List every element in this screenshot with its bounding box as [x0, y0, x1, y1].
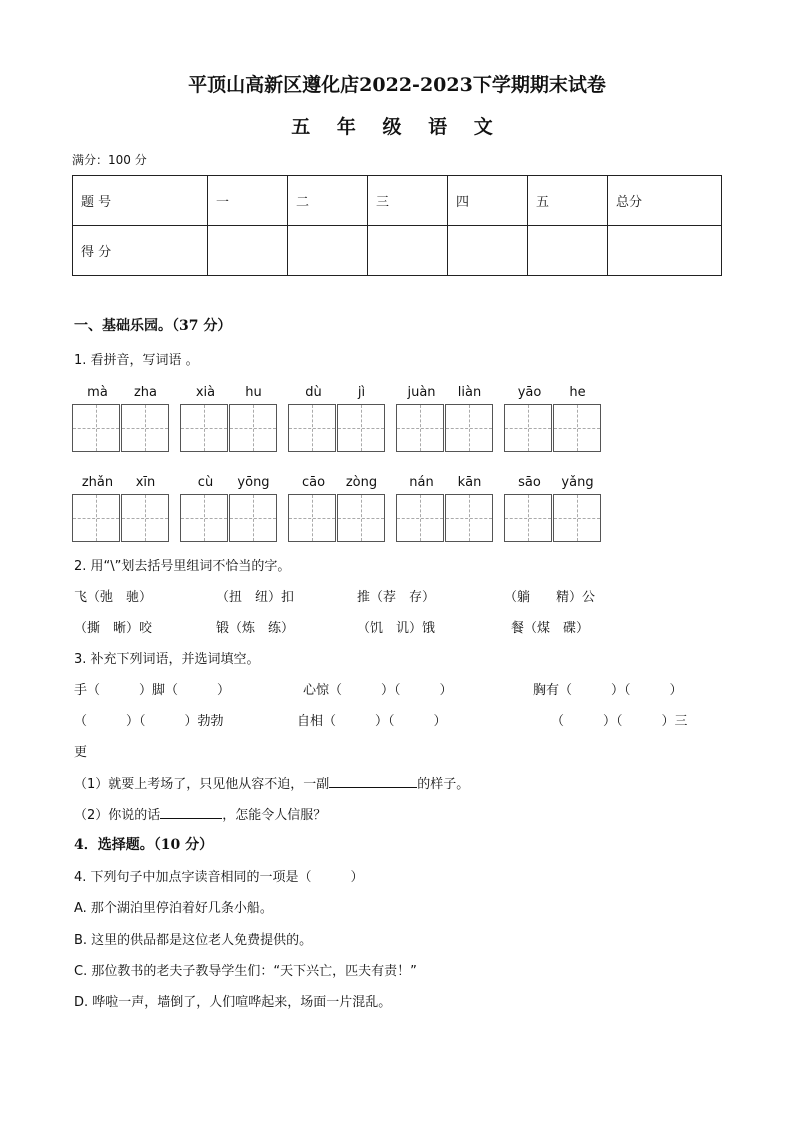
q3-idiom: （ ）（ ）三 — [551, 714, 688, 729]
writing-box[interactable] — [229, 404, 277, 452]
pinyin-label: dù — [305, 385, 322, 400]
score-cell[interactable] — [368, 226, 448, 276]
answer-blank[interactable] — [329, 775, 417, 788]
q2-item: （饥 讥）饿 — [357, 621, 436, 636]
q2-item: （扭 纽）扣 — [216, 590, 295, 605]
writing-box[interactable] — [121, 494, 169, 542]
writing-box[interactable] — [72, 404, 120, 452]
q3-fill-1-text: （1）就要上考场了，只见他从容不迫，一副 — [74, 777, 330, 792]
pinyin-label: zhǎn — [81, 475, 114, 490]
q3-idiom: 自相（ ）（ ） — [297, 714, 447, 729]
exam-title: 平顶山高新区遵化店2022-2023下学期期末试卷 — [188, 74, 606, 96]
pinyin-label: yǎng — [561, 475, 594, 490]
pinyin-label: nán — [409, 475, 434, 490]
score-cell[interactable] — [208, 226, 288, 276]
pinyin-label: kān — [457, 475, 482, 490]
q2-item: 飞（弛 驰） — [74, 590, 153, 605]
pinyin-label: cù — [197, 475, 214, 490]
q4-option-c[interactable]: C. 那位教书的老夫子教导学生们：“天下兴亡，匹夫有责！” — [74, 964, 417, 979]
q3-fill-2-text-end: ，怎能令人信服？ — [222, 808, 327, 823]
writing-box[interactable] — [553, 494, 601, 542]
score-cell[interactable] — [528, 226, 608, 276]
pinyin-label: juàn — [407, 385, 436, 400]
q3-fill-1 — [74, 773, 469, 792]
q3-fill-2-text: （2）你说的话 — [74, 808, 161, 823]
writing-box[interactable] — [445, 494, 493, 542]
writing-box[interactable] — [288, 404, 336, 452]
full-mark: 满分：100 分 — [72, 153, 147, 167]
writing-box[interactable] — [553, 404, 601, 452]
score-header-cell: 四 — [448, 176, 528, 226]
pinyin-label: zòng — [345, 475, 378, 490]
q2-item: 餐（煤 碟） — [511, 621, 590, 636]
q3-idiom: 心惊（ ）（ ） — [303, 683, 453, 698]
writing-box[interactable] — [504, 494, 552, 542]
score-header-cell: 五 — [528, 176, 608, 226]
q1-prompt: 1. 看拼音，写词语 。 — [74, 353, 199, 368]
score-table — [72, 175, 722, 276]
section-4-title: 4．选择题。（10 分） — [74, 837, 214, 853]
q3-idiom-wrap: 更 — [74, 745, 88, 760]
pinyin-label: xīn — [135, 475, 156, 490]
score-table-score-row — [73, 226, 722, 276]
pinyin-label: xià — [195, 385, 216, 400]
pinyin-label: he — [569, 385, 586, 400]
score-header-cell: 一 — [208, 176, 288, 226]
writing-box[interactable] — [121, 404, 169, 452]
writing-box[interactable] — [72, 494, 120, 542]
score-header-cell: 三 — [368, 176, 448, 226]
score-header-cell: 题 号 — [73, 176, 208, 226]
writing-box[interactable] — [180, 404, 228, 452]
pinyin-label: sāo — [518, 475, 541, 490]
score-header-cell: 二 — [288, 176, 368, 226]
score-table-header-row — [73, 176, 722, 226]
pinyin-label: mà — [87, 385, 108, 400]
writing-box[interactable] — [337, 404, 385, 452]
q2-item: 锻（炼 练） — [216, 621, 295, 636]
score-cell[interactable] — [448, 226, 528, 276]
pinyin-label: liàn — [457, 385, 482, 400]
q2-item: （躺 精）公 — [504, 590, 596, 605]
pinyin-label: hu — [245, 385, 262, 400]
pinyin-label: cāo — [301, 475, 326, 490]
q3-fill-2 — [74, 804, 326, 823]
writing-box[interactable] — [396, 494, 444, 542]
q3-idiom: 手（ ）脚（ ） — [74, 683, 231, 698]
pinyin-label: jì — [357, 385, 366, 400]
score-cell[interactable] — [608, 226, 722, 276]
score-header-cell: 总分 — [608, 176, 722, 226]
q2-item: （撕 晰）咬 — [74, 621, 153, 636]
score-row-label: 得 分 — [73, 226, 208, 276]
exam-subtitle: 五 年 级 语 文 — [291, 116, 503, 138]
q3-idiom: （ ）（ ）勃勃 — [74, 714, 224, 729]
writing-box[interactable] — [229, 494, 277, 542]
score-cell[interactable] — [288, 226, 368, 276]
q3-idiom: 胸有（ ）（ ） — [533, 683, 683, 698]
writing-box[interactable] — [504, 404, 552, 452]
q3-prompt: 3. 补充下列词语，并选词填空。 — [74, 652, 260, 667]
q4-prompt: 4. 下列句子中加点字读音相同的一项是（ ） — [74, 870, 364, 885]
writing-box[interactable] — [180, 494, 228, 542]
q4-option-d[interactable]: D. 哗啦一声，墙倒了，人们喧哗起来，场面一片混乱。 — [74, 995, 392, 1010]
writing-box[interactable] — [396, 404, 444, 452]
writing-box[interactable] — [445, 404, 493, 452]
writing-box[interactable] — [288, 494, 336, 542]
pinyin-label: yōng — [237, 475, 270, 490]
q4-option-a[interactable]: A. 那个湖泊里停泊着好几条小船。 — [74, 901, 273, 916]
q4-option-b[interactable]: B. 这里的供品都是这位老人免费提供的。 — [74, 933, 313, 948]
pinyin-label: yāo — [517, 385, 542, 400]
q3-fill-1-text-end: 的样子。 — [417, 777, 470, 792]
answer-blank[interactable] — [160, 806, 222, 819]
q2-item: 推（荐 存） — [357, 590, 436, 605]
pinyin-label: zha — [133, 385, 158, 400]
section-1-title: 一、基础乐园。（37 分） — [74, 318, 232, 334]
q2-prompt: 2. 用“\”划去括号里组词不恰当的字。 — [74, 559, 291, 574]
writing-box[interactable] — [337, 494, 385, 542]
